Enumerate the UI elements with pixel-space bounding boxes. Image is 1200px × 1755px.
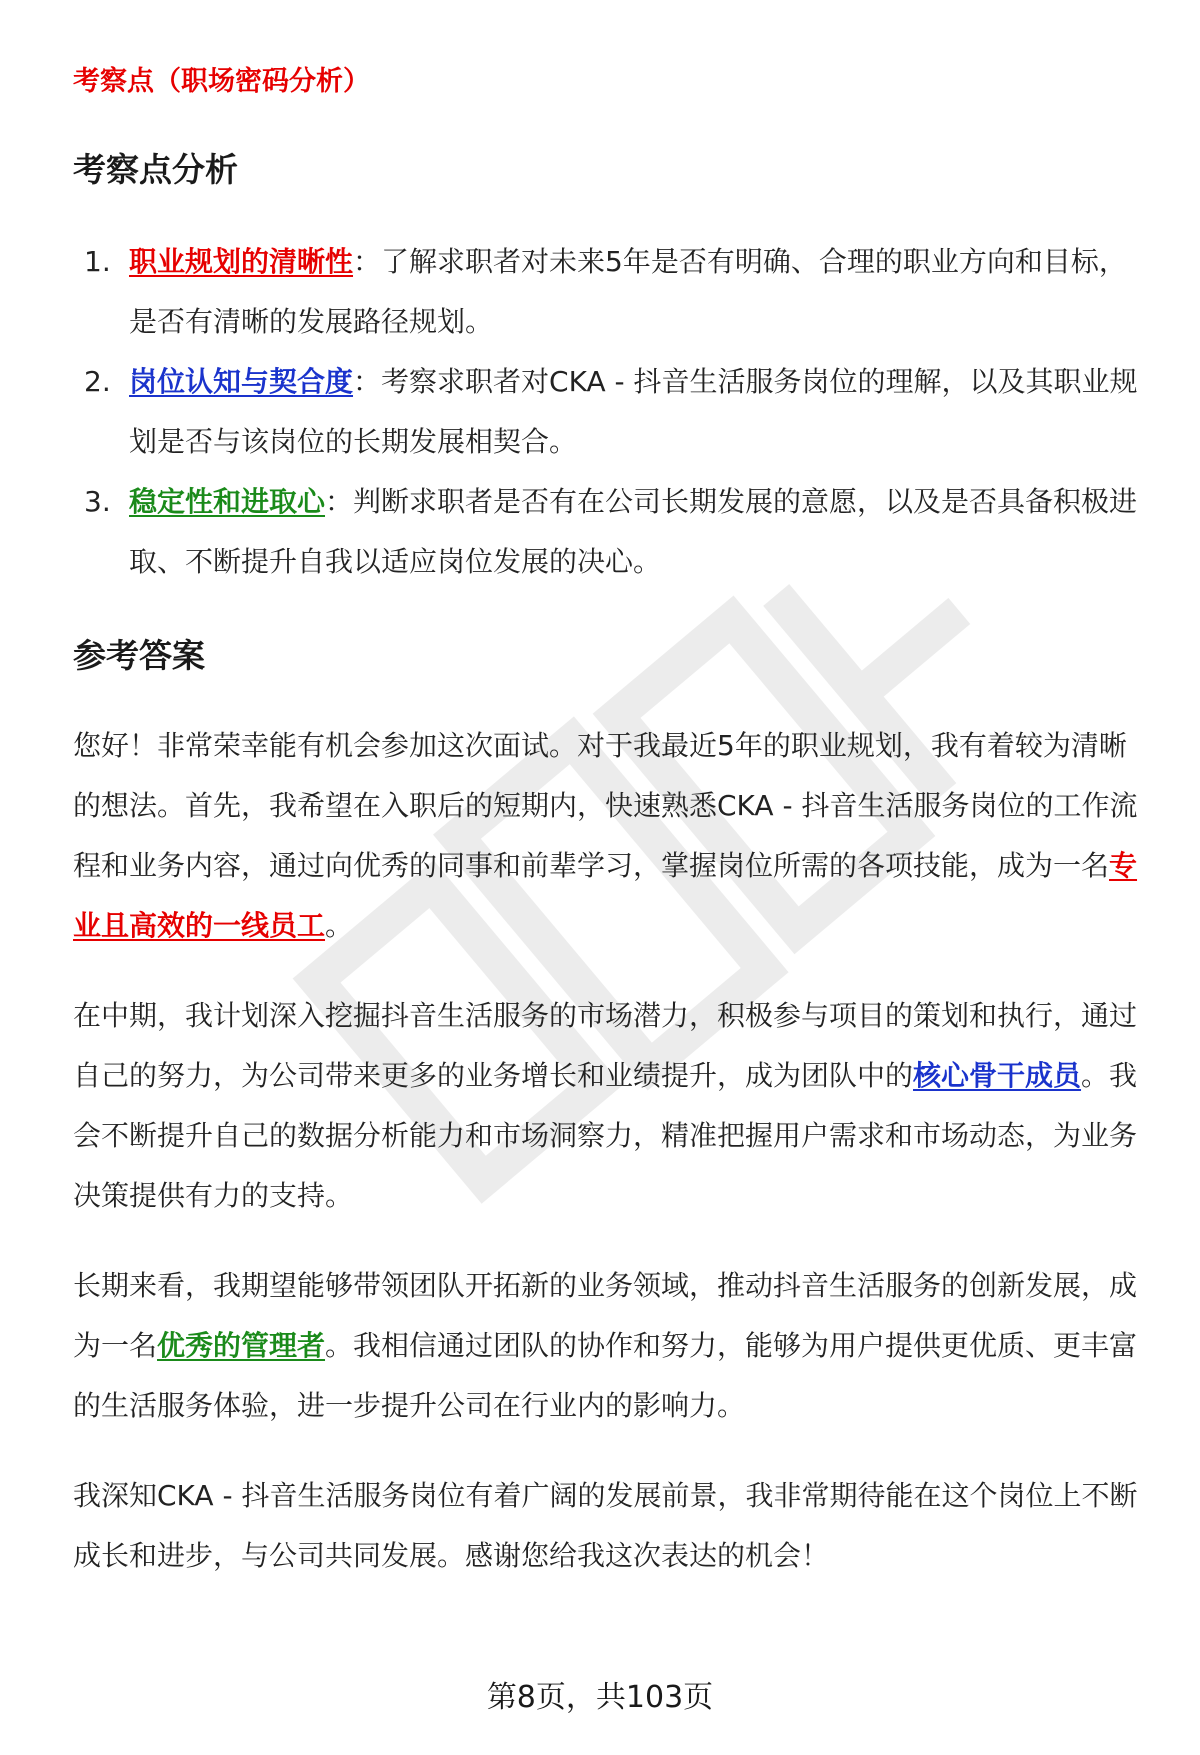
keyword-highlight: 核心骨干成员 (913, 1059, 1082, 1092)
separator: ： (353, 365, 382, 398)
keyword-highlight: 优秀的管理者 (157, 1329, 326, 1362)
analysis-heading: 考察点分析 (73, 150, 238, 189)
paragraph-text: 。我相信通过团队的协作和努力，能够为用户提供更优质、更丰富的生活服务体验，进一步提升公司在行业内的影响力。 (73, 1329, 1138, 1422)
keyword-highlight: 稳定性和进取心 (129, 485, 326, 518)
list-number: 3. (84, 485, 111, 518)
paragraph-text: 。我会不断提升自己的数据分析能力和市场洞察力，精准把握用户需求和市场动态，为业务决策提供有力的支持。 (73, 1059, 1138, 1212)
section-label: 考察点（职场密码分析） (73, 66, 370, 97)
paragraph-text: 在中期，我计划深入挖掘抖音生活服务的市场潜力，积极参与项目的策划和执行，通过自己的努力，为公司带来更多的业务增长和业绩提升，成为团队中的 (73, 999, 1138, 1092)
list-item (73, 232, 1153, 352)
list-number: 1. (84, 245, 111, 278)
separator: ： (353, 245, 382, 278)
item-text: 了解求职者对未来5年是否有明确、合理的职业方向和目标，是否有清晰的发展路径规划。 (129, 245, 1127, 338)
document-content (73, 58, 1153, 1586)
paragraph-text: 长期来看，我期望能够带领团队开拓新的业务领域，推动抖音生活服务的创新发展，成为一名 (73, 1269, 1138, 1362)
analysis-list (73, 232, 1153, 592)
item-text: 考察求职者对CKA - 抖音生活服务岗位的理解，以及其职业规划是否与该岗位的长期发展相契合。 (129, 365, 1138, 458)
answer-paragraph: 我深知CKA - 抖音生活服务岗位有着广阔的发展前景，我非常期待能在这个岗位上不断成长和进步，与公司共同发展。感谢您给我这次表达的机会！ (73, 1479, 1138, 1572)
page-number: 第8页，共103页 (486, 1680, 714, 1715)
answer-paragraph (73, 1256, 1153, 1436)
paragraph-text: 。 (325, 909, 354, 942)
answer-heading: 参考答案 (73, 636, 205, 675)
list-number: 2. (84, 365, 111, 398)
keyword-highlight: 专业且高效的一线员工 (73, 849, 1138, 942)
list-item (73, 352, 1153, 472)
item-text: 判断求职者是否有在公司长期发展的意愿，以及是否具备积极进取、不断提升自我以适应岗位发展的决心。 (129, 485, 1138, 578)
paragraph-text: 您好！非常荣幸能有机会参加这次面试。对于我最近5年的职业规划，我有着较为清晰的想法。首先，我希望在入职后的短期内，快速熟悉CKA - 抖音生活服务岗位的工作流程和业务内容，通过向优秀的同事和前辈学习，掌握岗位所需的各项技能，成为一名 (73, 729, 1138, 882)
keyword-highlight: 职业规划的清晰性 (129, 245, 354, 278)
keyword-highlight: 岗位认知与契合度 (129, 365, 354, 398)
answer-paragraph (73, 986, 1153, 1226)
separator: ： (325, 485, 354, 518)
list-item (73, 472, 1153, 592)
answer-paragraph (73, 716, 1153, 956)
